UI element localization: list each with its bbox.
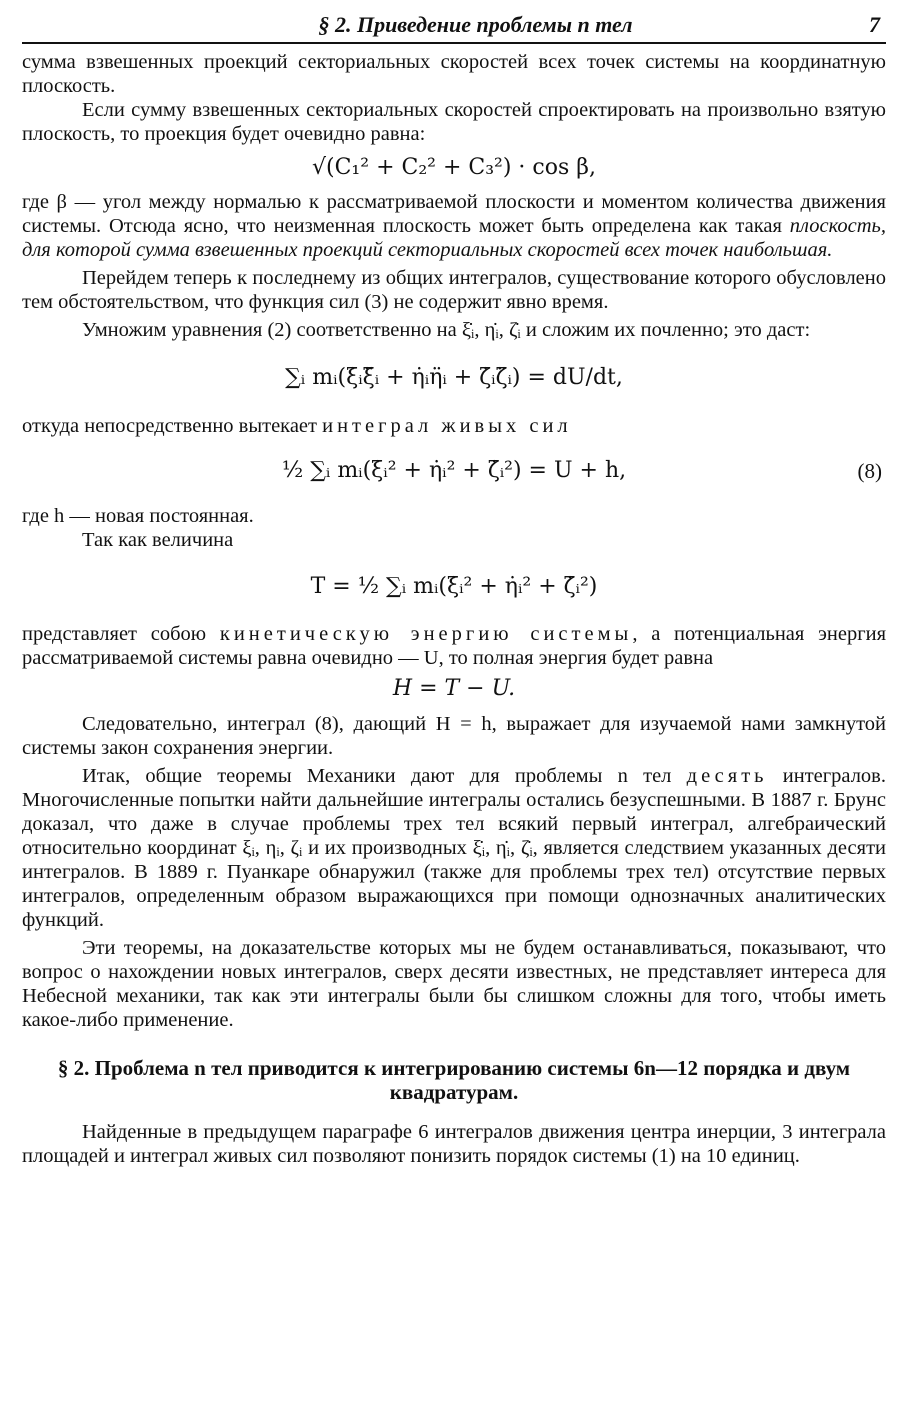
equation-sector-projection xyxy=(22,146,886,190)
page-number: 7 xyxy=(869,12,880,37)
paragraph-11-spaced: десять xyxy=(686,765,768,787)
paragraph-11-start: Итак, общие теоремы Механики дают для проблемы n тел xyxy=(82,765,687,787)
equation-3-text: ½ ∑ᵢ mᵢ(ξ̇ᵢ² + η̇ᵢ² + ζ̇ᵢ²) = U + h, xyxy=(281,458,627,483)
equation-5-text: H = T − U. xyxy=(392,676,516,701)
paragraph-8: Так как величина xyxy=(82,529,234,551)
paragraph-1: сумма взвешенных проекций секториальных скоростей всех точек системы на координатную плоскость. xyxy=(22,51,886,97)
equation-4-text: T = ½ ∑ᵢ mᵢ(ξ̇ᵢ² + η̇ᵢ² + ζ̇ᵢ²) xyxy=(310,574,598,599)
paragraph-9 xyxy=(22,622,886,670)
equation-total-energy xyxy=(22,670,886,708)
header-title: § 2. Приведение проблемы n тел xyxy=(318,12,633,37)
equation-2-text: ∑ᵢ mᵢ(ξ̇ᵢξ̈ᵢ + η̇ᵢη̈ᵢ + ζ̇ᵢζ̈ᵢ) = dU/dt, xyxy=(285,365,623,390)
paragraph-10: Следовательно, интеграл (8), дающий H = h, выражает для изучаемой нами замкнутой системы закон сохранения энергии. xyxy=(22,713,886,759)
paragraph-6-spaced: интеграл живых сил xyxy=(322,415,572,437)
paragraph-13: Найденные в предыдущем параграфе 6 интегралов движения центра инерции, 3 интеграла площадей и интеграл живых сил позволяют понизить порядок системы (1) на 10 единиц. xyxy=(22,1121,886,1167)
paragraph-11-end: интегралов. Многочисленные попытки найти дальнейшие интегралы остались безуспешными. В 1887 г. Брунс доказал, что даже в случае проблемы трех тел всякий первый интеграл, алгебраический относительно координат ξᵢ, ηᵢ, ζᵢ и их производных ξ̇ᵢ, η̇ᵢ, ζ̇ᵢ, является следствием указанных десяти интегралов. В 1889 г. Пуанкаре обнаружил (также для проблемы трех тел) отсутствие первых интегралов, определенным образом выражающихся при помощи однозначных аналитических функций. xyxy=(22,765,886,931)
equation-vis-viva-integral xyxy=(22,438,886,504)
paragraph-7: где h — новая постоянная. xyxy=(22,505,254,527)
paragraph-3-text: где β — угол между нормалью к рассматриваемой плоскости и моментом количества движения системы. Отсюда ясно, что неизменная плоскость может быть определена как такая xyxy=(22,191,886,237)
equation-kinetic-energy xyxy=(22,552,886,622)
paragraph-5: Умножим уравнения (2) соответственно на ξ̇ᵢ, η̇ᵢ, ζ̇ᵢ и сложим их почленно; это даст: xyxy=(82,319,811,341)
paragraph-4: Перейдем теперь к последнему из общих интегралов, существование которого обусловлено тем обстоятельством, что функция сил (3) не содержит явно время. xyxy=(22,267,886,313)
paragraph-12: Эти теоремы, на доказательстве которых мы не будем останавливаться, показывают, что вопрос о нахождении новых интегралов, сверх десяти известных, не представляет интереса для Небесной механики, так как эти интегралы были бы слишком сложны для того, чтобы иметь какое-либо применение. xyxy=(22,937,886,1031)
paragraph-2: Если сумму взвешенных секториальных скоростей спроектировать на произвольно взятую плоскость, то проекция будет очевидно равна: xyxy=(22,99,886,145)
paragraph-11 xyxy=(22,764,886,932)
paragraph-9-spaced: кинетическую энергию системы xyxy=(219,623,633,645)
paragraph-9-end: , а потенциальная энергия рассматриваемой системы равна очевидно — U, то полная энергия будет равна xyxy=(22,623,886,669)
equation-number-8: (8) xyxy=(857,459,882,483)
paragraph-3-italic: плоскость, для которой сумма взвешенных проекций секториальных скоростей всех точек наибольшая. xyxy=(22,215,886,261)
paragraph-3 xyxy=(22,190,886,262)
page xyxy=(22,8,886,1168)
equation-energy-derivative xyxy=(22,342,886,414)
paragraph-6 xyxy=(22,414,886,438)
section-heading: § 2. Проблема n тел приводится к интегрированию системы 6n—12 порядка и двум квадратурам. xyxy=(57,1056,851,1104)
equation-1-text: √(C₁² + C₂² + C₃²) · cos β, xyxy=(312,155,596,180)
running-header xyxy=(22,8,886,44)
paragraph-9-start: представляет собою xyxy=(22,623,220,645)
paragraph-6-text: откуда непосредственно вытекает xyxy=(22,415,323,437)
